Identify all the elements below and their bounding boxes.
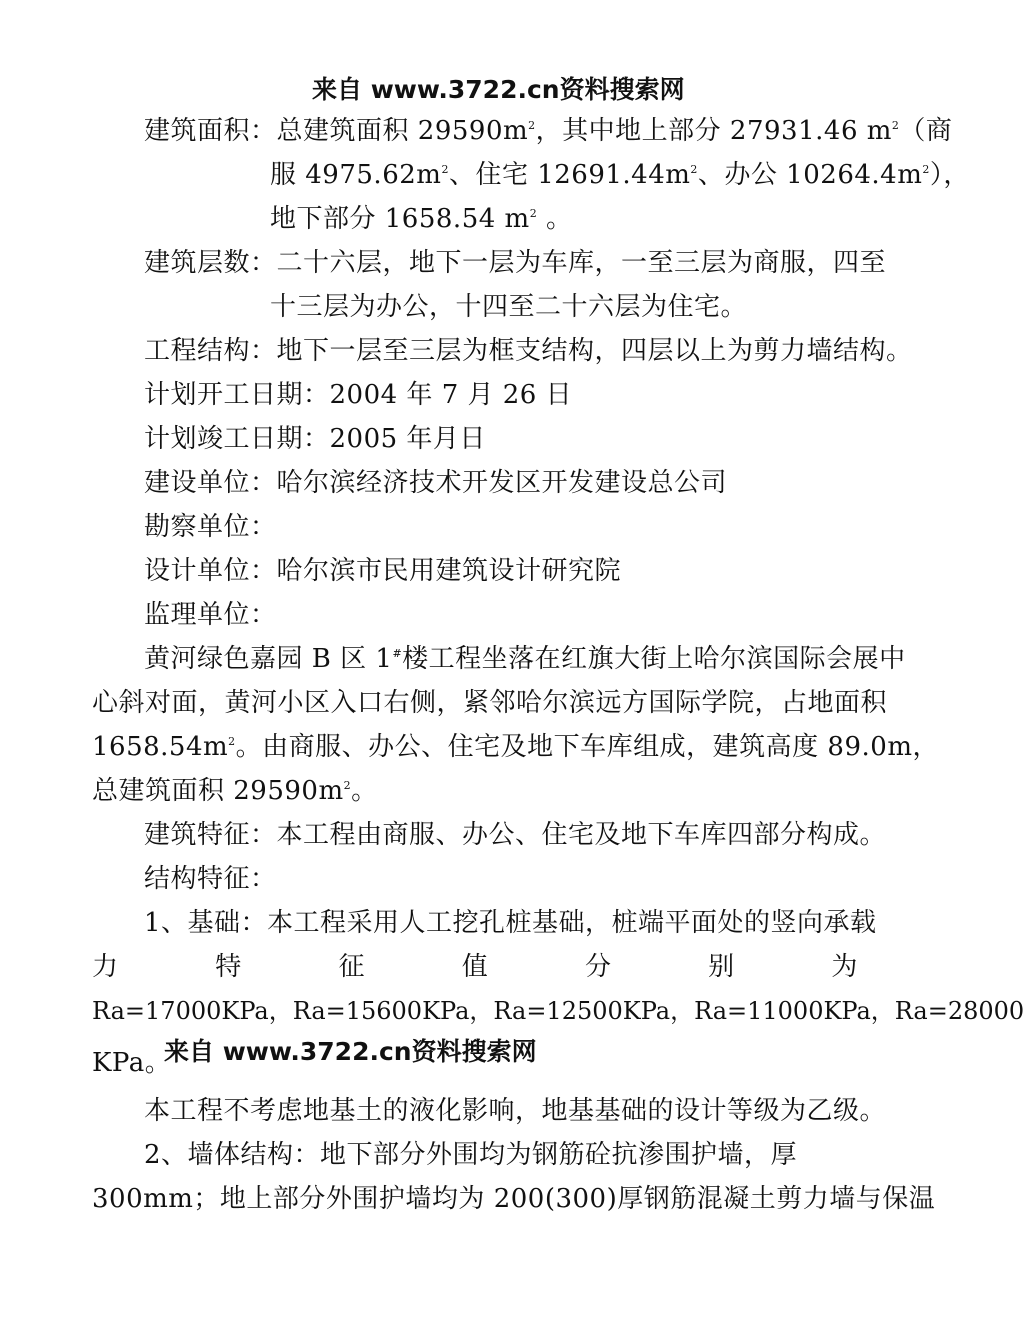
area-line-1: 建筑面积：总建筑面积 $29590m^2$，其中地上部分 27931.46 $m^2$（商: [144, 116, 953, 146]
area-label: 建筑面积：: [144, 116, 277, 146]
floors-label: 建筑层数：: [144, 248, 277, 278]
walls-line-2: 300mm；地上部分外围护墙均为 200(300)厚钢筋混凝土剪力墙与保温: [92, 1184, 936, 1214]
overview-line-1: 黄河绿色嘉园 B 区 1#楼工程坐落在红旗大街上哈尔滨国际会展中: [144, 644, 906, 674]
foundation-line-3: Ra=17000KPa，Ra=15600KPa，Ra=12500KPa，Ra=11000KPa，Ra=28000: [92, 997, 1024, 1025]
foundation-line-1: 1、基础：本工程采用人工挖孔桩基础，桩端平面处的竖向承载: [144, 908, 877, 938]
overview-line-3: $1658.54m^2$。由商服、办公、住宅及地下车库组成，建筑高度 89.0m，: [92, 732, 939, 762]
survey-line: 勘察单位：: [144, 512, 277, 542]
watermark-top: 来自 www.3722.cn资料搜索网: [312, 75, 685, 104]
overview-line-4: 总建筑面积 $29590m^2$。: [92, 776, 378, 806]
struct-features-line: 结构特征：: [144, 864, 277, 894]
area-line-2: 服 $4975.62m^2$、住宅 $12691.44m^2$、办公 $10264.4m^2$），: [270, 160, 970, 190]
owner-line: 建设单位：哈尔滨经济技术开发区开发建设总公司: [144, 468, 728, 498]
floors-line-2: 十三层为办公，十四至二十六层为住宅。: [270, 292, 748, 322]
watermark-mid: 来自 www.3722.cn资料搜索网: [164, 1037, 537, 1066]
end-date-line: 计划竣工日期：2005 年月日: [144, 424, 486, 454]
floors-line-1: 建筑层数：二十六层，地下一层为车库，一至三层为商服，四至: [144, 248, 887, 278]
foundation-line-4: KPa。: [92, 1048, 172, 1078]
structure-line: 工程结构：地下一层至三层为框支结构，四层以上为剪力墙结构。: [144, 336, 913, 366]
overview-line-2: 心斜对面，黄河小区入口右侧，紧邻哈尔滨远方国际学院，占地面积: [92, 688, 888, 718]
liquefaction-line: 本工程不考虑地基土的液化影响，地基基础的设计等级为乙级。: [144, 1096, 887, 1126]
area-line-3: 地下部分 1658.54 $m^2$ 。: [270, 204, 573, 234]
supervision-line: 监理单位：: [144, 600, 277, 630]
walls-line-1: 2、墙体结构：地下部分外围均为钢筋砼抗渗围护墙，厚: [144, 1140, 798, 1170]
features-line: 建筑特征：本工程由商服、办公、住宅及地下车库四部分构成。: [144, 820, 887, 850]
design-line: 设计单位：哈尔滨市民用建筑设计研究院: [144, 556, 622, 586]
foundation-line-2: 力 特 征 值 分 别 为: [92, 952, 858, 982]
start-date-line: 计划开工日期：2004 年 7 月 26 日: [144, 380, 573, 410]
